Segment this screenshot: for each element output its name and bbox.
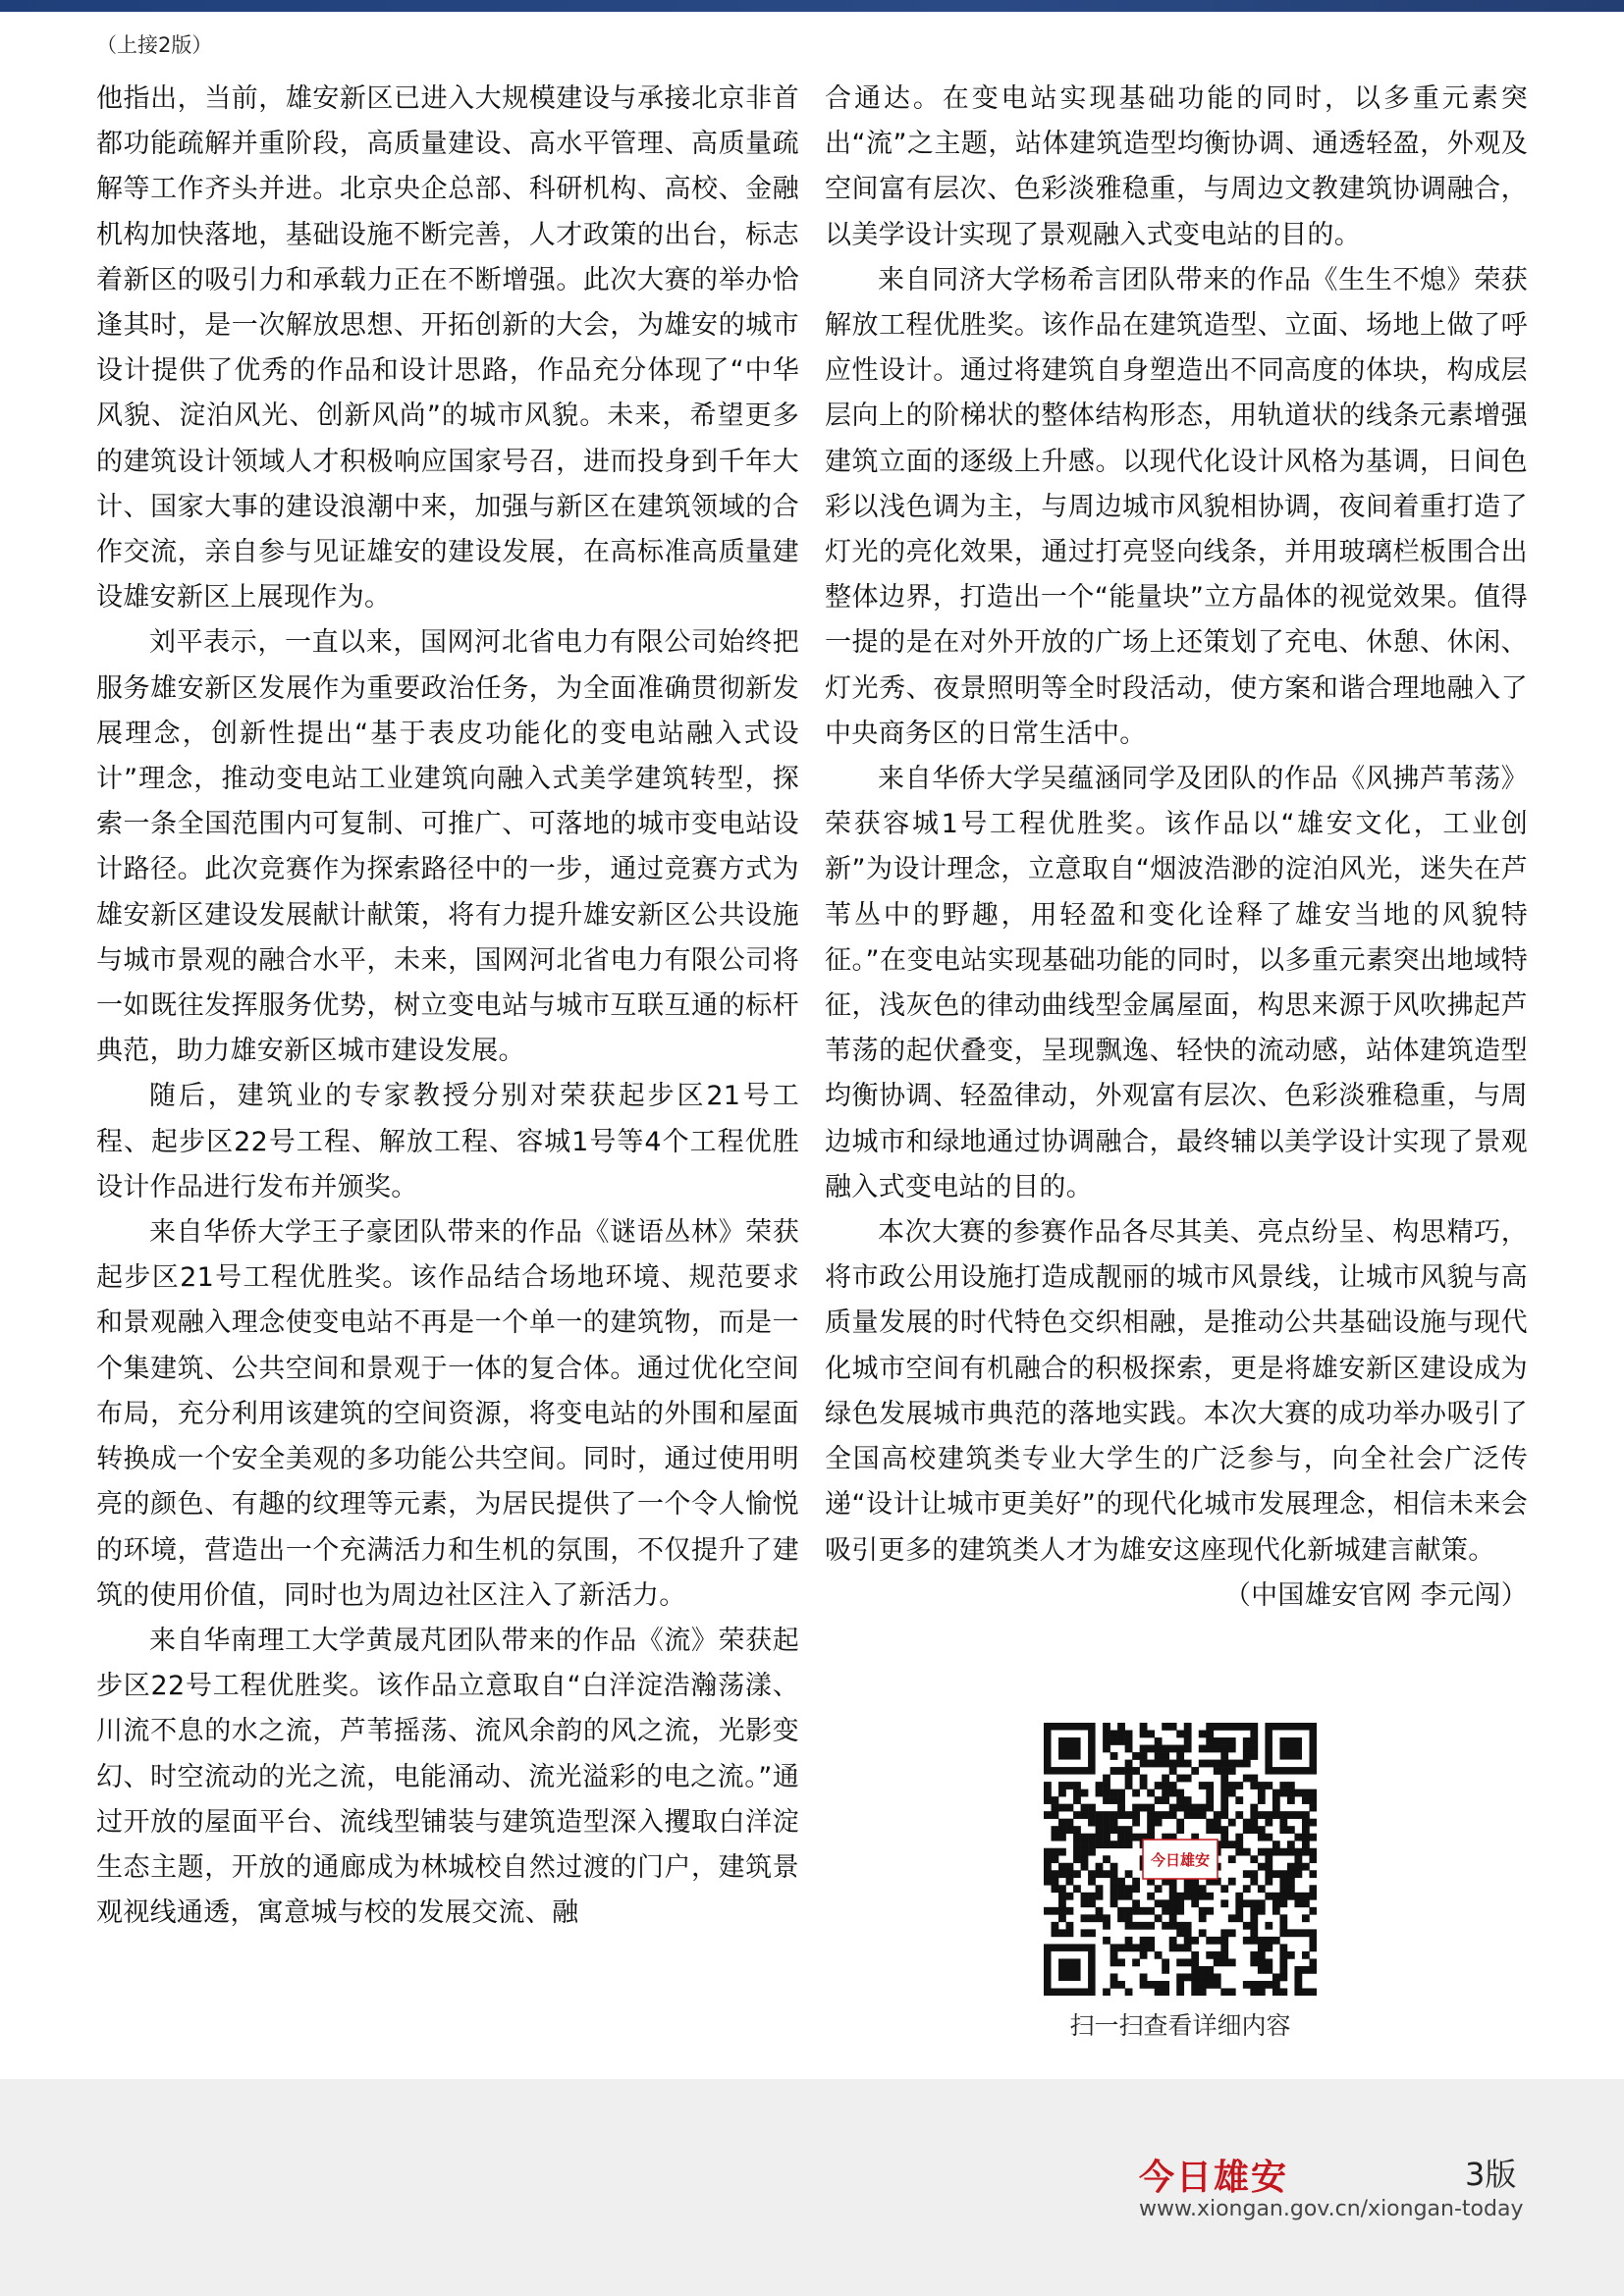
paragraph-text: 本次大赛的参赛作品各尽其美、亮点纷呈、构思精巧，将市政公用设施打造成靓丽的城市风景线，让城市风貌与高质量发展的时代特色交织相融，是推动公共基础设施与现代化城市空间有机融合的积极探索，更是将雄安新区建设成为绿色发展城市典范的落地实践。本次大赛的成功举办吸引了全国高校建筑类专业大学生的广泛参与，向全社会广泛传递“设计让城市更美好”的现代化城市发展理念，相信未来会吸引更多的建筑类人才为雄安这座现代化新城建言献策。 <box>825 1217 1528 1566</box>
paragraph: 来自华侨大学吴蕴涵同学及团队的作品《风拂芦苇荡》荣获容城1号工程优胜奖。该作品以“雄安文化，工业创新”为设计理念，立意取自“烟波浩渺的淀泊风光，迷失在芦苇丛中的野趣，用轻盈和变化诠释了雄安当地的风貌特征。”在变电站实现基础功能的同时，以多重元素突出地域特征，浅灰色的律动曲线型金属屋面，构思来源于风吹拂起芦苇荡的起伏叠变，呈现飘逸、轻快的流动感，站体建筑造型均衡协调、轻盈律动，外观富有层次、色彩淡雅稳重，与周边城市和绿地通过协调融合，最终辅以美学设计实现了景观融入式变电站的目的。 <box>825 764 1528 1202</box>
article-credit: （中国雄安官网 李元闯） <box>1223 1579 1528 1611</box>
paragraph: 来自华南理工大学黄晟芃团队带来的作品《流》荣获起步区22号工程优胜奖。该作品立意取自“白洋淀浩瀚荡漾、川流不息的水之流，芦苇摇荡、流风余韵的风之流，光影变幻、时空流动的光之流，电能涌动、流光溢彩的电之流。”通过开放的屋面平台、流线型铺装与建筑造型深入攫取白洋淀生态主题，开放的通廊成为林城校自然过渡的门户，建筑景观视线通透，寓意城与校的发展交流、融 <box>96 1625 799 1929</box>
paragraph: 来自同济大学杨希言团队带来的作品《生生不熄》荣获解放工程优胜奖。该作品在建筑造型、立面、场地上做了呼应性设计。通过将建筑自身塑造出不同高度的体块，构成层层向上的阶梯状的整体结构形态，用轨道状的线条元素增强建筑立面的逐级上升感。以现代化设计风格为基调，日间色彩以浅色调为主，与周边城市风貌相协调，夜间着重打造了灯光的亮化效果，通过打亮竖向线条，并用玻璃栏板围合出整体边界，打造出一个“能量块”立方晶体的视觉效果。值得一提的是在对外开放的广场上还策划了充电、休憩、休闲、灯光秀、夜景照明等全时段活动，使方案和谐合理地融入了中央商务区的日常生活中。 <box>825 264 1528 749</box>
paragraph: 随后，建筑业的专家教授分别对荣获起步区21号工程、起步区22号工程、解放工程、容城1号等4个工程优胜设计作品进行发布并颁奖。 <box>96 1081 799 1202</box>
right-column <box>825 77 1528 1619</box>
qr-caption: 扫一扫查看详细内容 <box>1069 2011 1291 2040</box>
paragraph: 合通达。在变电站实现基础功能的同时，以多重元素突出“流”之主题，站体建筑造型均衡协调、通透轻盈，外观及空间富有层次、色彩淡雅稳重，与周边文教建筑协调融合，以美学设计实现了景观融入式变电站的目的。 <box>825 83 1528 250</box>
paragraph: 他指出，当前，雄安新区已进入大规模建设与承接北京非首都功能疏解并重阶段，高质量建设、高水平管理、高质量疏解等工作齐头并进。北京央企总部、科研机构、高校、金融机构加快落地，基础设施不断完善，人才政策的出台，标志着新区的吸引力和承载力正在不断增强。此次大赛的举办恰逢其时，是一次解放思想、开拓创新的大会，为雄安的城市设计提供了优秀的作品和设计思路，作品充分体现了“中华风貌、淀泊风光、创新风尚”的城市风貌。未来，希望更多的建筑设计领域人才积极响应国家号召，进而投身到千年大计、国家大事的建设浪潮中来，加强与新区在建筑领域的合作交流，亲自参与见证雄安的建设发展，在高标准高质量建设雄安新区上展现作为。 <box>96 83 799 614</box>
page-number: 3版 <box>1465 2156 1517 2193</box>
footer <box>0 2079 1624 2296</box>
brand-logo: 今日雄安 <box>1139 2157 1289 2198</box>
paragraph: 刘平表示，一直以来，国网河北省电力有限公司始终把服务雄安新区发展作为重要政治任务，为全面准确贯彻新发展理念，创新性提出“基于表皮功能化的变电站融入式设计”理念，推动变电站工业建筑向融入式美学建筑转型，探索一条全国范围内可复制、可推广、可落地的城市变电站设计路径。此次竞赛作为探索路径中的一步，通过竞赛方式为雄安新区建设发展献计献策，将有力提升雄安新区公共设施与城市景观的融合水平，未来，国网河北省电力有限公司将一如既往发挥服务优势，树立变电站与城市互联互通的标杆典范，助力雄安新区城市建设发展。 <box>96 627 799 1067</box>
paragraph <box>825 1210 1528 1611</box>
qr-code-image <box>1044 1723 1317 1996</box>
continued-note: （上接2版） <box>96 33 213 57</box>
qr-logo-text: 今日雄安 <box>1150 1851 1211 1869</box>
paragraph: 来自华侨大学王子豪团队带来的作品《谜语丛林》荣获起步区21号工程优胜奖。该作品结合场地环境、规范要求和景观融入理念使变电站不再是一个单一的建筑物，而是一个集建筑、公共空间和景观于一体的复合体。通过优化空间布局，充分利用该建筑的空间资源，将变电站的外围和屋面转换成一个安全美观的多功能公共空间。同时，通过使用明亮的颜色、有趣的纹理等元素，为居民提供了一个令人愉悦的环境，营造出一个充满活力和生机的氛围，不仅提升了建筑的使用价值，同时也为周边社区注入了新活力。 <box>96 1217 799 1611</box>
top-bar <box>0 0 1624 12</box>
site-url[interactable]: www.xiongan.gov.cn/xiongan-today <box>1139 2197 1524 2221</box>
left-column <box>96 77 799 1936</box>
qr-code[interactable] <box>1044 1723 1317 1996</box>
